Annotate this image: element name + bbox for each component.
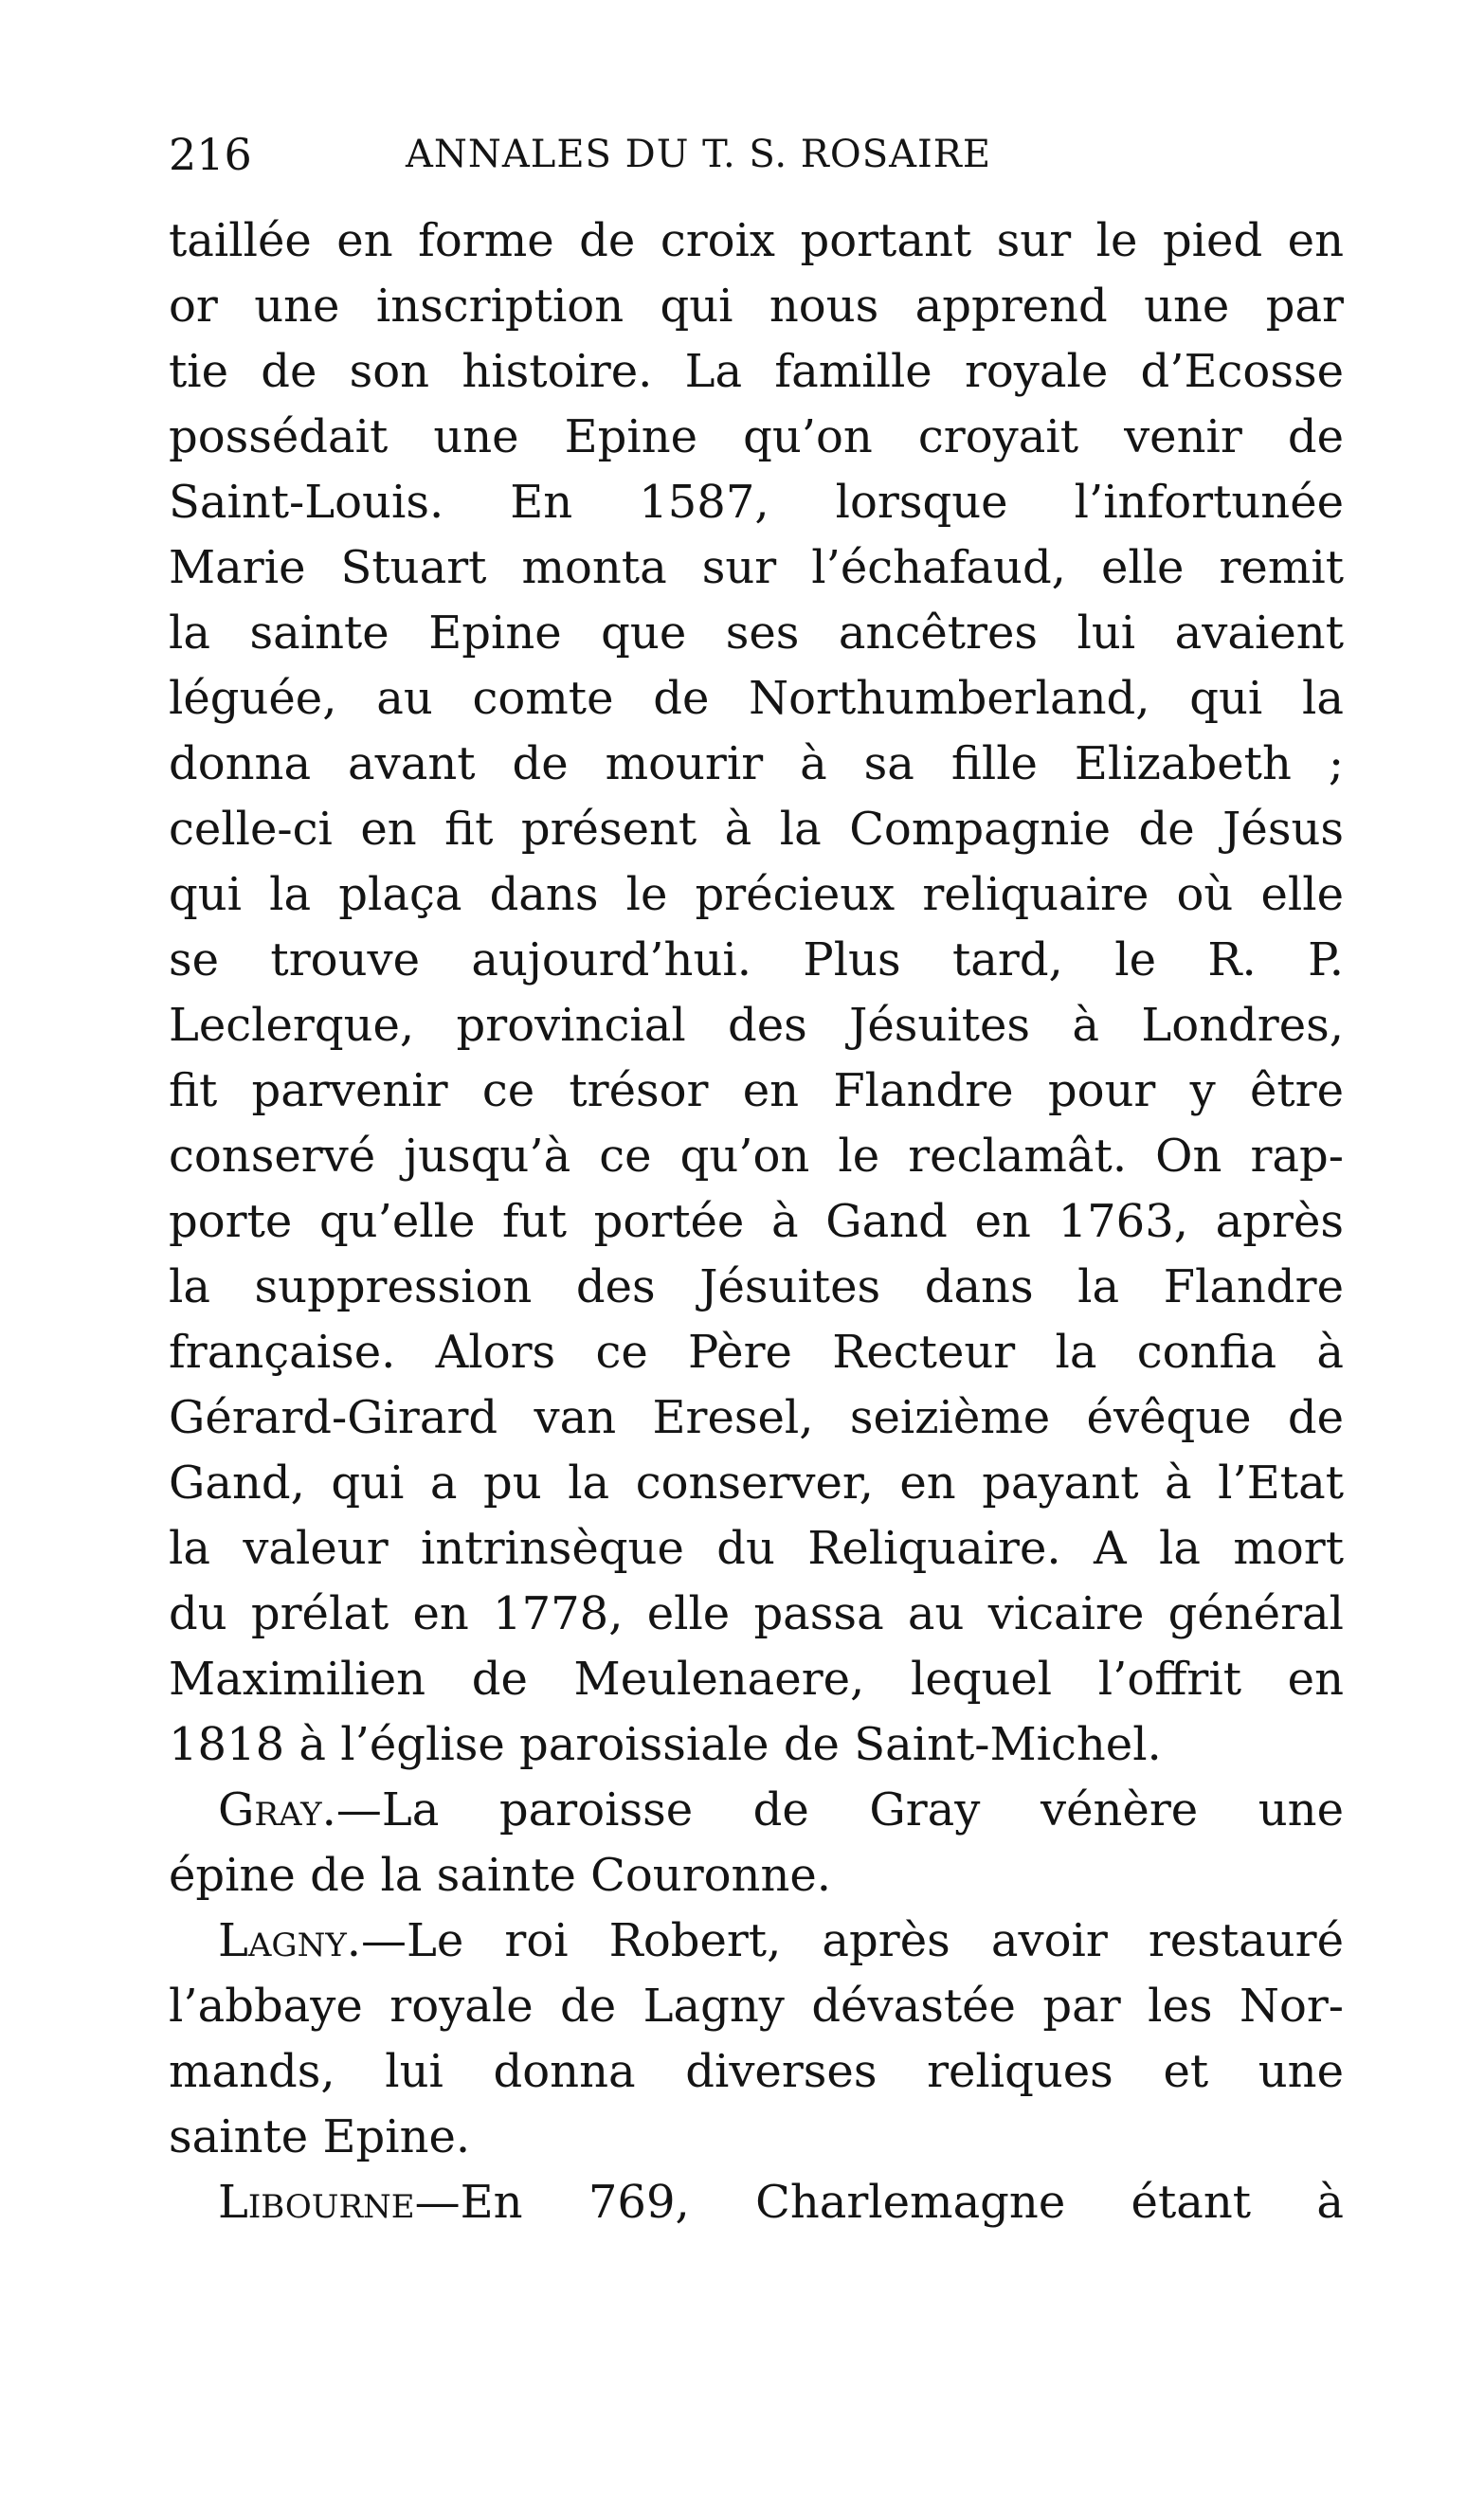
text-line (169, 208, 1344, 274)
line-text: française. Alors ce Père Recteur la confia à (169, 1326, 1344, 1379)
line-text: Gand, qui a pu la conserver, en payant à l’Etat (169, 1457, 1344, 1510)
place-name: Lagny (218, 1914, 347, 1967)
text-line (169, 470, 1344, 535)
text-line (169, 993, 1344, 1058)
text-line (169, 405, 1344, 470)
line-text: Leclerque, provincial des Jésuites à Londres, (169, 999, 1344, 1052)
line-text: 1818 à l’église paroissiale de Saint-Michel. (169, 1718, 1162, 1771)
body-text (169, 208, 1344, 2235)
line-text: sainte Epine. (169, 2110, 471, 2163)
running-head: ANNALES DU T. S. ROSAIRE (406, 133, 992, 176)
line-text: se trouve aujourd’hui. Plus tard, le R. P. (169, 933, 1344, 986)
text-line (169, 274, 1344, 339)
text-line (169, 535, 1344, 601)
line-text: la suppression des Jésuites dans la Flandre (169, 1260, 1344, 1313)
text-line (169, 666, 1344, 732)
text-line (169, 1582, 1344, 1647)
line-text: léguée, au comte de Northumberland, qui la (169, 672, 1344, 725)
text-line (169, 1516, 1344, 1582)
line-text: possédait une Epine qu’on croyait venir de (169, 410, 1344, 463)
text-line (169, 601, 1344, 666)
text-line (169, 1320, 1344, 1385)
text-line (169, 1843, 1344, 1909)
line-text: Maximilien de Meulenaere, lequel l’offrit en (169, 1653, 1344, 1706)
text-line (169, 1124, 1344, 1189)
line-text: taillée en forme de croix portant sur le pied en (169, 214, 1344, 267)
page-number: 216 (169, 129, 252, 180)
line-text: fit parvenir ce trésor en Flandre pour y être (169, 1064, 1344, 1117)
line-text: .—Le roi Robert, après avoir restauré (346, 1914, 1344, 1967)
text-line (169, 1909, 1344, 1974)
text-line (169, 1058, 1344, 1124)
text-line (169, 1712, 1344, 1778)
text-line (169, 797, 1344, 862)
line-text: Saint-Louis. En 1587, lorsque l’infortunée (169, 476, 1344, 529)
line-text: Gérard-Girard van Eresel, seizième évêque de (169, 1391, 1344, 1444)
line-text: Marie Stuart monta sur l’échafaud, elle remit (169, 541, 1344, 594)
line-text: du prélat en 1778, elle passa au vicaire général (169, 1587, 1344, 1640)
line-text: donna avant de mourir à sa fille Elizabeth ; (169, 737, 1344, 790)
text-line (169, 1974, 1344, 2039)
line-text: celle-ci en fit présent à la Compagnie de Jésus (169, 803, 1344, 856)
line-text: .—La paroisse de Gray vénère une (321, 1783, 1344, 1836)
text-line (169, 1385, 1344, 1451)
line-text: qui la plaça dans le précieux reliquaire où elle (169, 868, 1344, 921)
line-text: mands, lui donna diverses reliques et une (169, 2045, 1344, 2098)
line-text: la sainte Epine que ses ancêtres lui avaient (169, 606, 1344, 660)
line-text: conservé jusqu’à ce qu’on le reclamât. On rap- (169, 1130, 1344, 1183)
line-text: —En 769, Charlemagne étant à (414, 2176, 1344, 2229)
line-text: or une inscription qui nous apprend une par (169, 280, 1344, 333)
line-text: l’abbaye royale de Lagny dévastée par les Nor- (169, 1980, 1344, 2033)
text-line (169, 862, 1344, 928)
text-line (169, 732, 1344, 797)
line-text: la valeur intrinsèque du Reliquaire. A la mort (169, 1522, 1344, 1575)
text-line (169, 339, 1344, 405)
place-name: Gray (218, 1783, 322, 1836)
text-line (169, 2170, 1344, 2235)
text-line (169, 1255, 1344, 1320)
place-name: Libourne (218, 2176, 415, 2229)
text-line (169, 1451, 1344, 1516)
line-text: épine de la sainte Couronne. (169, 1849, 832, 1902)
text-line (169, 1647, 1344, 1712)
text-line (169, 1189, 1344, 1255)
text-line (169, 928, 1344, 993)
text-line (169, 1778, 1344, 1843)
page-header (169, 112, 1277, 197)
line-text: porte qu’elle fut portée à Gand en 1763, après (169, 1195, 1344, 1248)
line-text: tie de son histoire. La famille royale d’Ecosse (169, 345, 1344, 398)
text-line (169, 2105, 1344, 2170)
text-line (169, 2039, 1344, 2105)
